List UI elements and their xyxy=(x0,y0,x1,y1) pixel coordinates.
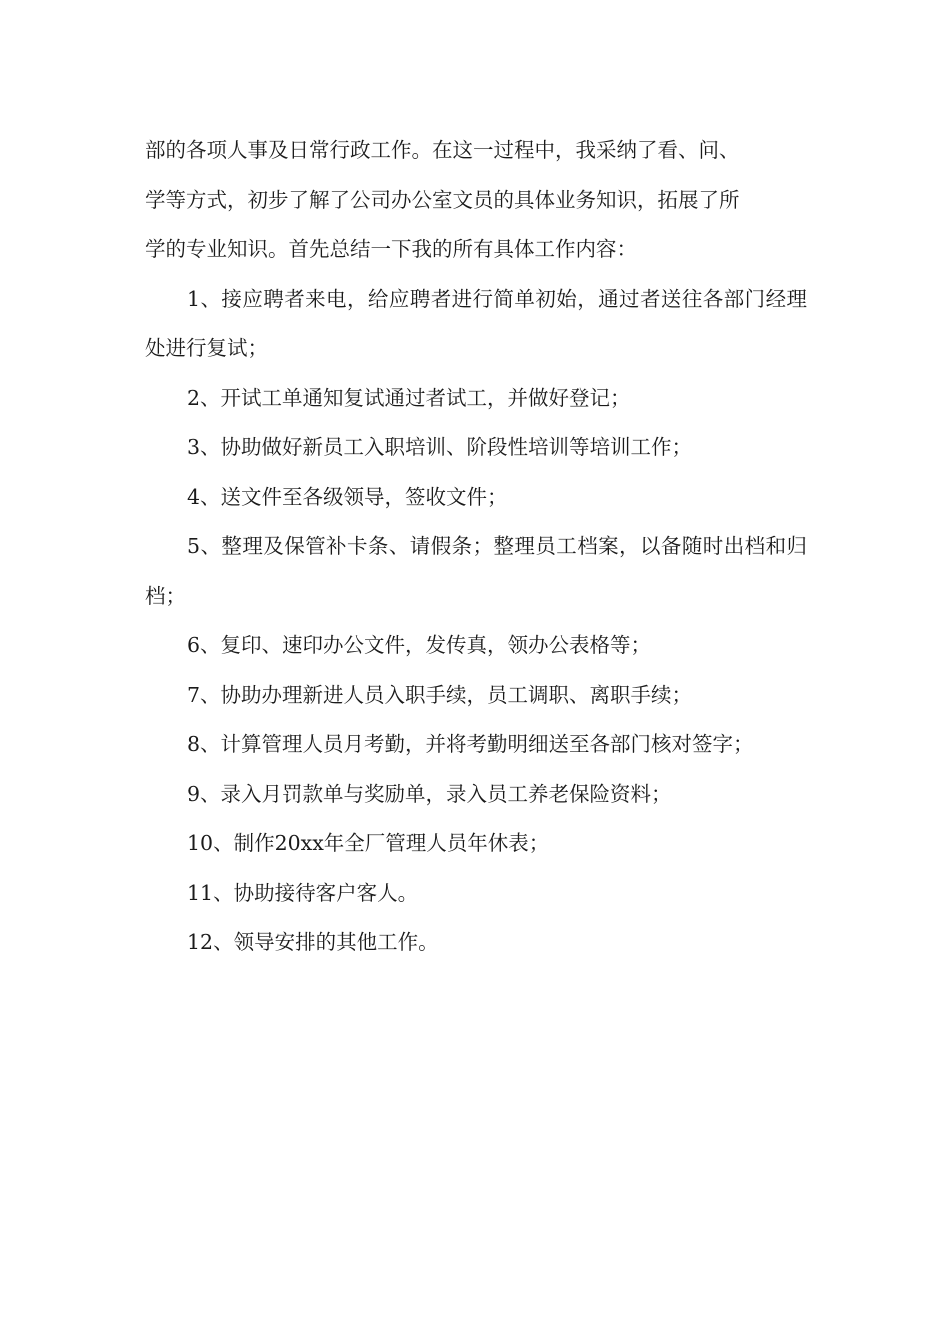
work-item-12: 12、领导安排的其他工作。 xyxy=(187,930,439,954)
work-item-3: 3、协助做好新员工入职培训、阶段性培训等培训工作； xyxy=(187,435,693,459)
intro-line-3: 学的专业知识。首先总结一下我的所有具体工作内容： xyxy=(145,237,637,261)
intro-line-2: 学等方式，初步了解了公司办公室文员的具体业务知识，拓展了所 xyxy=(145,187,740,212)
work-item-4: 4、送文件至各级领导，签收文件； xyxy=(187,484,508,509)
work-item-1: 1、接应聘者来电，给应聘者进行简单初始，通过者送往各部门经理处进行复试； xyxy=(145,286,807,360)
work-item-10: 10、制作20xx年全厂管理人员年休表； xyxy=(187,831,550,855)
work-item-6: 6、复印、速印办公文件，发传真，领办公表格等； xyxy=(187,633,652,657)
work-item-5: 5、整理及保管补卡条、请假条；整理员工档案，以备随时出档和归档； xyxy=(145,534,807,608)
work-item-8: 8、计算管理人员月考勤，并将考勤明细送至各部门核对签字； xyxy=(187,732,754,756)
intro-paragraph xyxy=(145,126,807,275)
intro-line-1: 部的各项人事及日常行政工作。在这一过程中，我采纳了看、问、 xyxy=(145,138,740,162)
work-item-11: 11、协助接待客户客人。 xyxy=(187,880,419,905)
work-item-9: 9、录入月罚款单与奖励单，录入员工养老保险资料； xyxy=(187,781,672,806)
document-body xyxy=(145,126,807,968)
work-item-2: 2、开试工单通知复试通过者试工，并做好登记； xyxy=(187,385,631,410)
work-item-7: 7、协助办理新进人员入职手续，员工调职、离职手续； xyxy=(187,682,693,707)
